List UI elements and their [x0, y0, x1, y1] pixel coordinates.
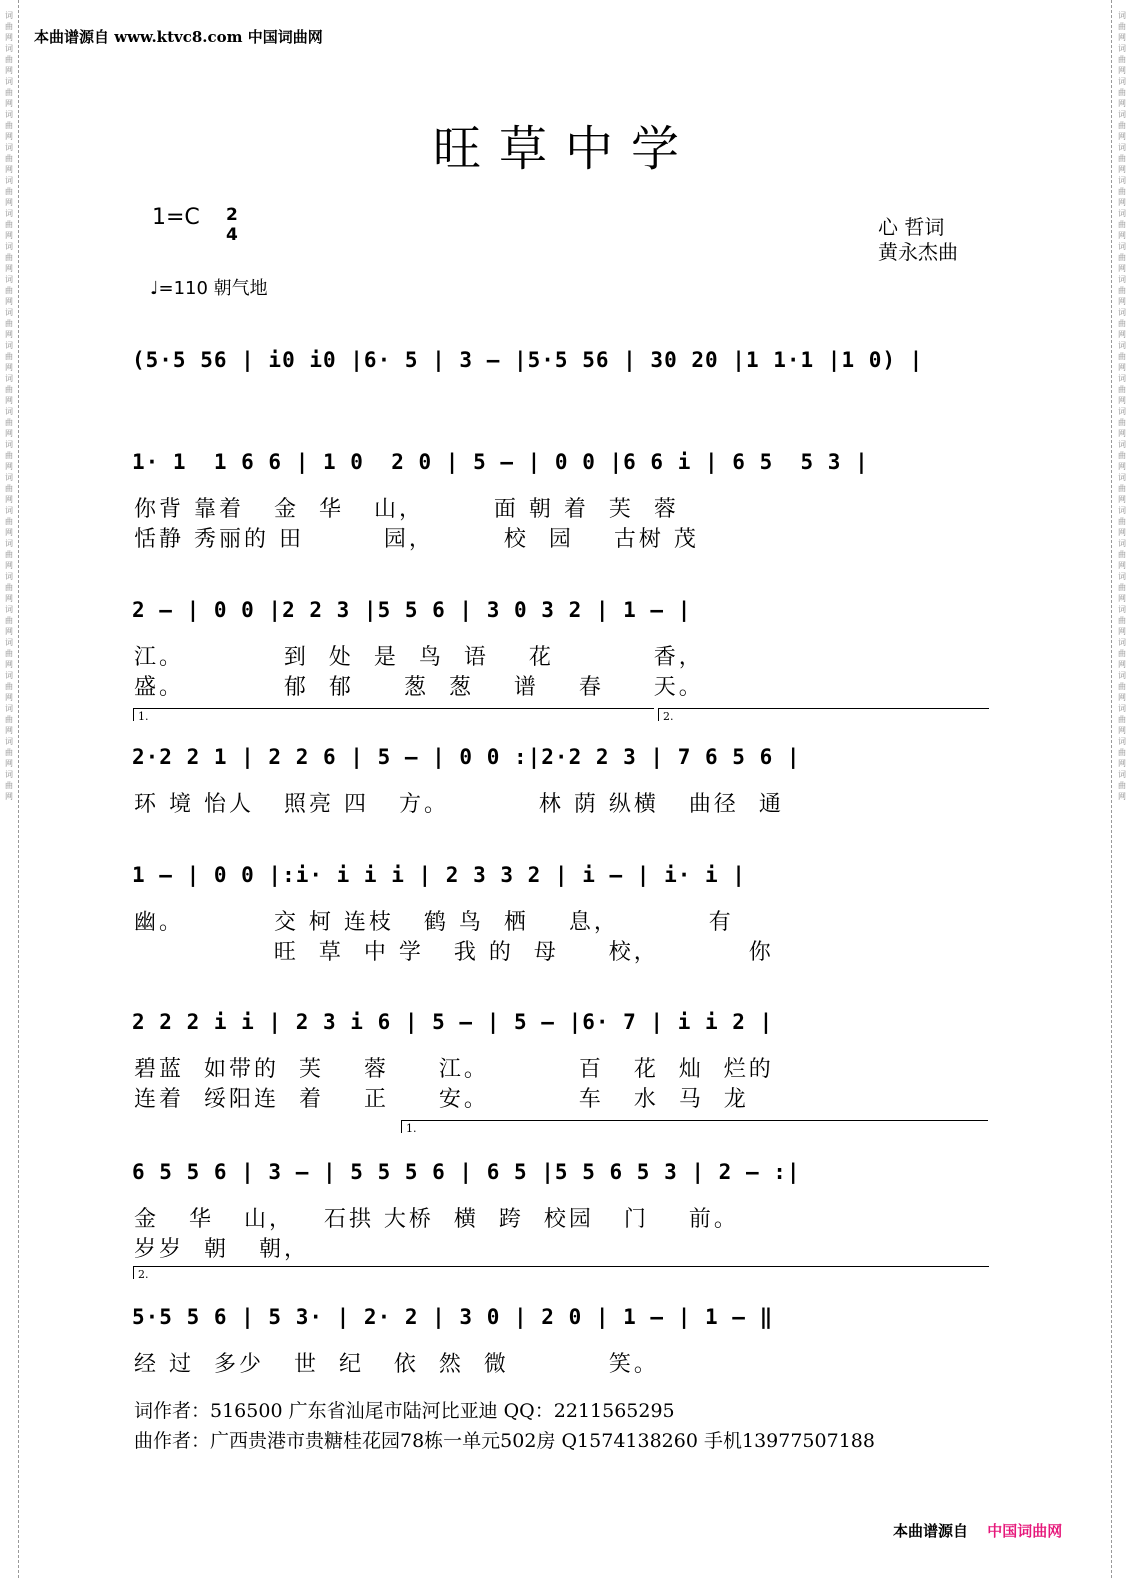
notation: 6 5 5 6 | 3 – | 5 5 5 6 | 6 5 |5 5 6 5 3 | 2 – :|: [132, 1160, 801, 1184]
volta-bracket: [401, 1120, 988, 1133]
lyric-line: 江。 到 处 是 鸟 语 花 香，: [134, 645, 704, 670]
volta-bracket: [133, 708, 654, 721]
volta-bracket: [133, 1266, 989, 1279]
lyric-line: 环 境 怡人 照亮 四 方。 林 荫 纵横 曲径 通: [134, 792, 784, 817]
bottom-source: [893, 1520, 1062, 1541]
lyric-line: 连着 绥阳连 着 正 安。 车 水 马 龙: [134, 1087, 749, 1112]
right-watermark: 词曲网词曲网词曲网词曲网词曲网词曲网词曲网词曲网词曲网词曲网词曲网词曲网词曲网词曲网词曲网词曲网词曲网词曲网词曲网词曲网词曲网词曲网词曲网词曲网: [1118, 11, 1126, 801]
lyric-line: 碧蓝 如带的 芙 蓉 江。 百 花 灿 烂的: [134, 1057, 774, 1082]
lyric-line: 恬静 秀丽的 田 园， 校 园 古树 茂: [134, 527, 699, 552]
composer-credit: 黄永杰曲: [878, 240, 958, 264]
left-watermark: 词曲网词曲网词曲网词曲网词曲网词曲网词曲网词曲网词曲网词曲网词曲网词曲网词曲网词曲网词曲网词曲网词曲网词曲网词曲网词曲网词曲网词曲网词曲网词曲网: [5, 11, 13, 801]
notation: 1 – | 0 0 |:i· i i i | 2 3 3 2 | i – | i· i |: [132, 863, 746, 887]
notation: 5·5 5 6 | 5 3· | 2· 2 | 3 0 | 2 0 | 1 – | 1 – ‖: [132, 1305, 774, 1329]
volta-number: 2.: [663, 710, 674, 723]
lyric-line: 经 过 多少 世 纪 依 然 微 笑。: [134, 1352, 659, 1377]
lyric-line: 盛。 郁 郁 葱 葱 谱 春 天。: [134, 675, 704, 700]
bottom-source-site: 中国词曲网: [987, 1522, 1063, 1540]
volta-bracket: [658, 708, 989, 721]
left-dashed-border: [0, 0, 19, 1578]
lyric-line: 幽。 交 柯 连枝 鹤 鸟 栖 息， 有: [134, 910, 734, 935]
notation: (5·5 56 | i0 i0 |6· 5 | 3 – |5·5 56 | 30 20 |1 1·1 |1 0) |: [132, 348, 924, 372]
lyric-line: 金 华 山， 石拱 大桥 横 跨 校园 门 前。: [134, 1207, 739, 1232]
time-top: 2: [226, 205, 238, 225]
volta-number: 1.: [138, 710, 149, 723]
lyric-line: 岁岁 朝 朝，: [134, 1237, 309, 1262]
time-bottom: 4: [226, 225, 238, 245]
notation: 2·2 2 1 | 2 2 6 | 5 – | 0 0 :|2·2 2 3 | 7 6 5 6 |: [132, 745, 801, 769]
tempo-marking: ♩=110 朝气地: [150, 278, 268, 299]
song-title: 旺草中学: [432, 121, 697, 177]
composer-info: 曲作者：广西贵港市贵糖桂花园78栋一单元502房 Q1574138260 手机13977507188: [134, 1430, 875, 1452]
notation: 2 – | 0 0 |2 2 3 |5 5 6 | 3 0 3 2 | 1 – |: [132, 598, 692, 622]
lyric-line: 旺 草 中 学 我 的 母 校， 你: [134, 940, 774, 965]
notation: 1· 1 1 6 6 | 1 0 2 0 | 5 – | 0 0 |6 6 i | 6 5 5 3 |: [132, 450, 869, 474]
header-source: 本曲谱源自 www.ktvc8.com 中国词曲网: [34, 28, 323, 46]
lyricist-info: 词作者：516500 广东省汕尾市陆河比亚迪 QQ：2211565295: [134, 1400, 675, 1422]
lyric-line: 你背 靠着 金 华 山， 面 朝 着 芙 蓉: [134, 497, 679, 522]
lyricist-credit: 心 哲词: [878, 215, 945, 239]
notation: 2 2 2 i i | 2 3 i 6 | 5 – | 5 – |6· 7 | i i 2 |: [132, 1010, 774, 1034]
time-signature: [226, 205, 238, 245]
bottom-source-label: 本曲谱源自: [893, 1522, 969, 1540]
volta-number: 1.: [406, 1122, 417, 1135]
key-signature: 1=C: [152, 205, 200, 230]
right-dashed-border: [1111, 0, 1130, 1578]
volta-number: 2.: [138, 1268, 149, 1281]
